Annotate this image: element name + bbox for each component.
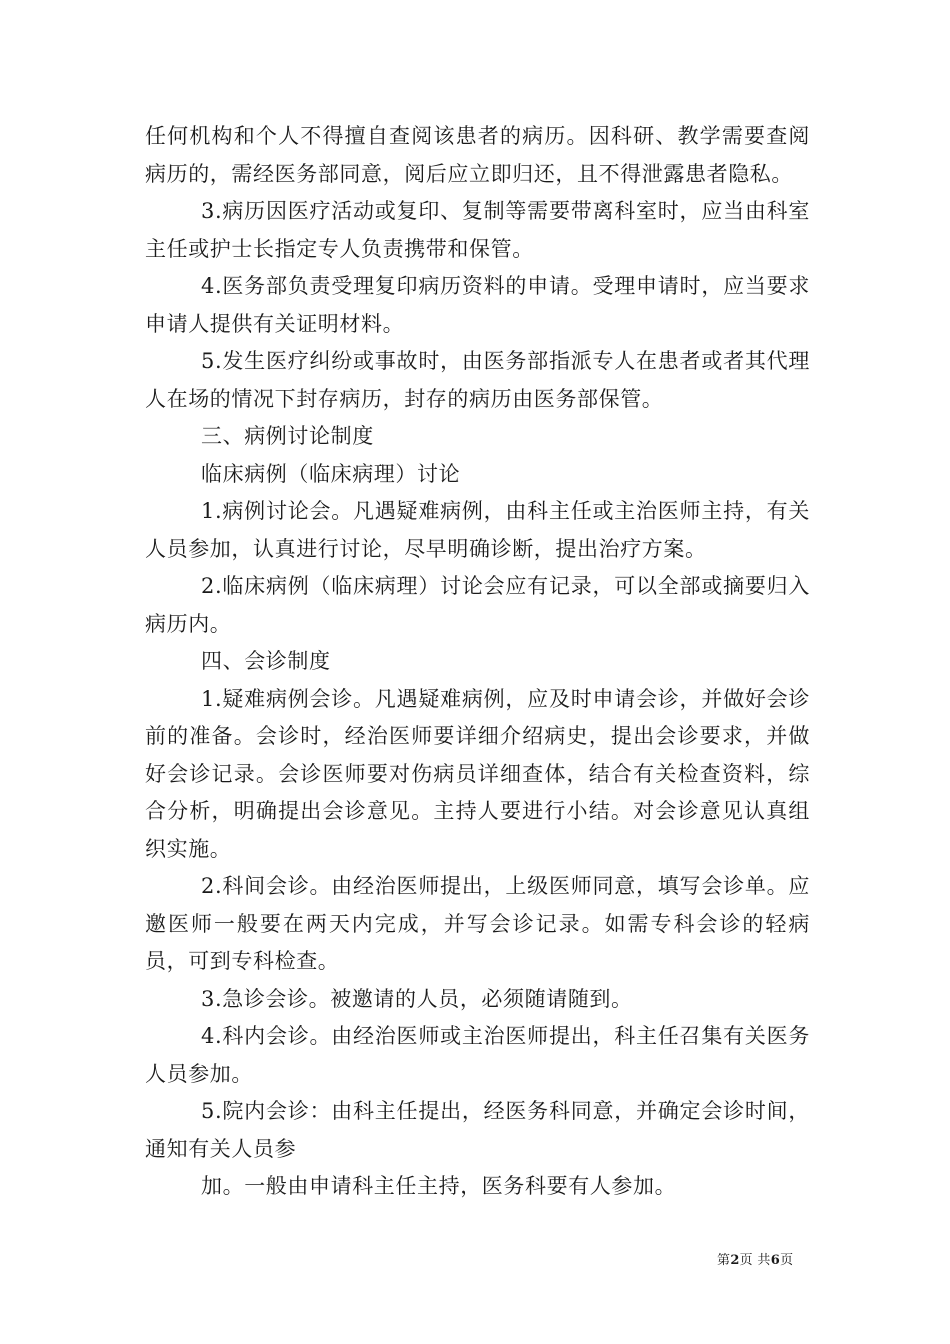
paragraph: 4.医务部负责受理复印病历资料的申请。受理申请时，应当要求申请人提供有关证明材料。 (145, 274, 810, 336)
paragraph: 5.院内会诊：由科主任提出，经医务科同意，并确定会诊时间，通知有关人员参 (145, 1099, 810, 1161)
paragraph: 1.疑难病例会诊。凡遇疑难病例，应及时申请会诊，并做好会诊前的准备。会诊时，经治医师要详细介绍病史，提出会诊要求，并做好会诊记录。会诊医师要对伤病员详细查体，结合有关检查资料，综合分析，明确提出会诊意见。主持人要进行小结。对会诊意见认真组织实施。 (145, 686, 810, 861)
page-number-footer (717, 1249, 793, 1268)
paragraph: 3.病历因医疗活动或复印、复制等需要带离科室时，应当由科室主任或护士长指定专人负责携带和保管。 (145, 199, 810, 261)
paragraph: 5.发生医疗纠纷或事故时，由医务部指派专人在患者或者其代理人在场的情况下封存病历，封存的病历由医务部保管。 (145, 349, 810, 411)
paragraph: 1.病例讨论会。凡遇疑难病例，由科主任或主治医师主持，有关人员参加，认真进行讨论，尽早明确诊断，提出治疗方案。 (145, 499, 810, 561)
paragraph: 2.科间会诊。由经治医师提出，上级医师同意，填写会诊单。应邀医师一般要在两天内完成，并写会诊记录。如需专科会诊的轻病员，可到专科检查。 (145, 874, 810, 973)
subsection-heading: 临床病例（临床病理）讨论 (201, 461, 461, 486)
section-heading: 四、会诊制度 (201, 649, 331, 673)
total-page-number: 6 (770, 1253, 781, 1268)
paragraph: 任何机构和个人不得擅自查阅该患者的病历。因科研、教学需要查阅病历的，需经医务部同意，阅后应立即归还，且不得泄露患者隐私。 (145, 124, 810, 186)
footer-middle: 页 共 (739, 1253, 771, 1268)
current-page-number: 2 (730, 1253, 740, 1268)
paragraph: 3.急诊会诊。被邀请的人员，必须随请随到。 (201, 986, 633, 1011)
footer-prefix: 第 (717, 1253, 731, 1268)
section-heading: 三、病例讨论制度 (201, 424, 374, 448)
document-body (145, 118, 810, 1206)
paragraph: 加。一般由申请科主任主持，医务科要有人参加。 (201, 1174, 677, 1198)
paragraph: 4.科内会诊。由经治医师或主治医师提出，科主任召集有关医务人员参加。 (145, 1024, 810, 1086)
footer-suffix: 页 (780, 1253, 794, 1268)
paragraph: 2.临床病例（临床病理）讨论会应有记录，可以全部或摘要归入病历内。 (145, 574, 810, 636)
